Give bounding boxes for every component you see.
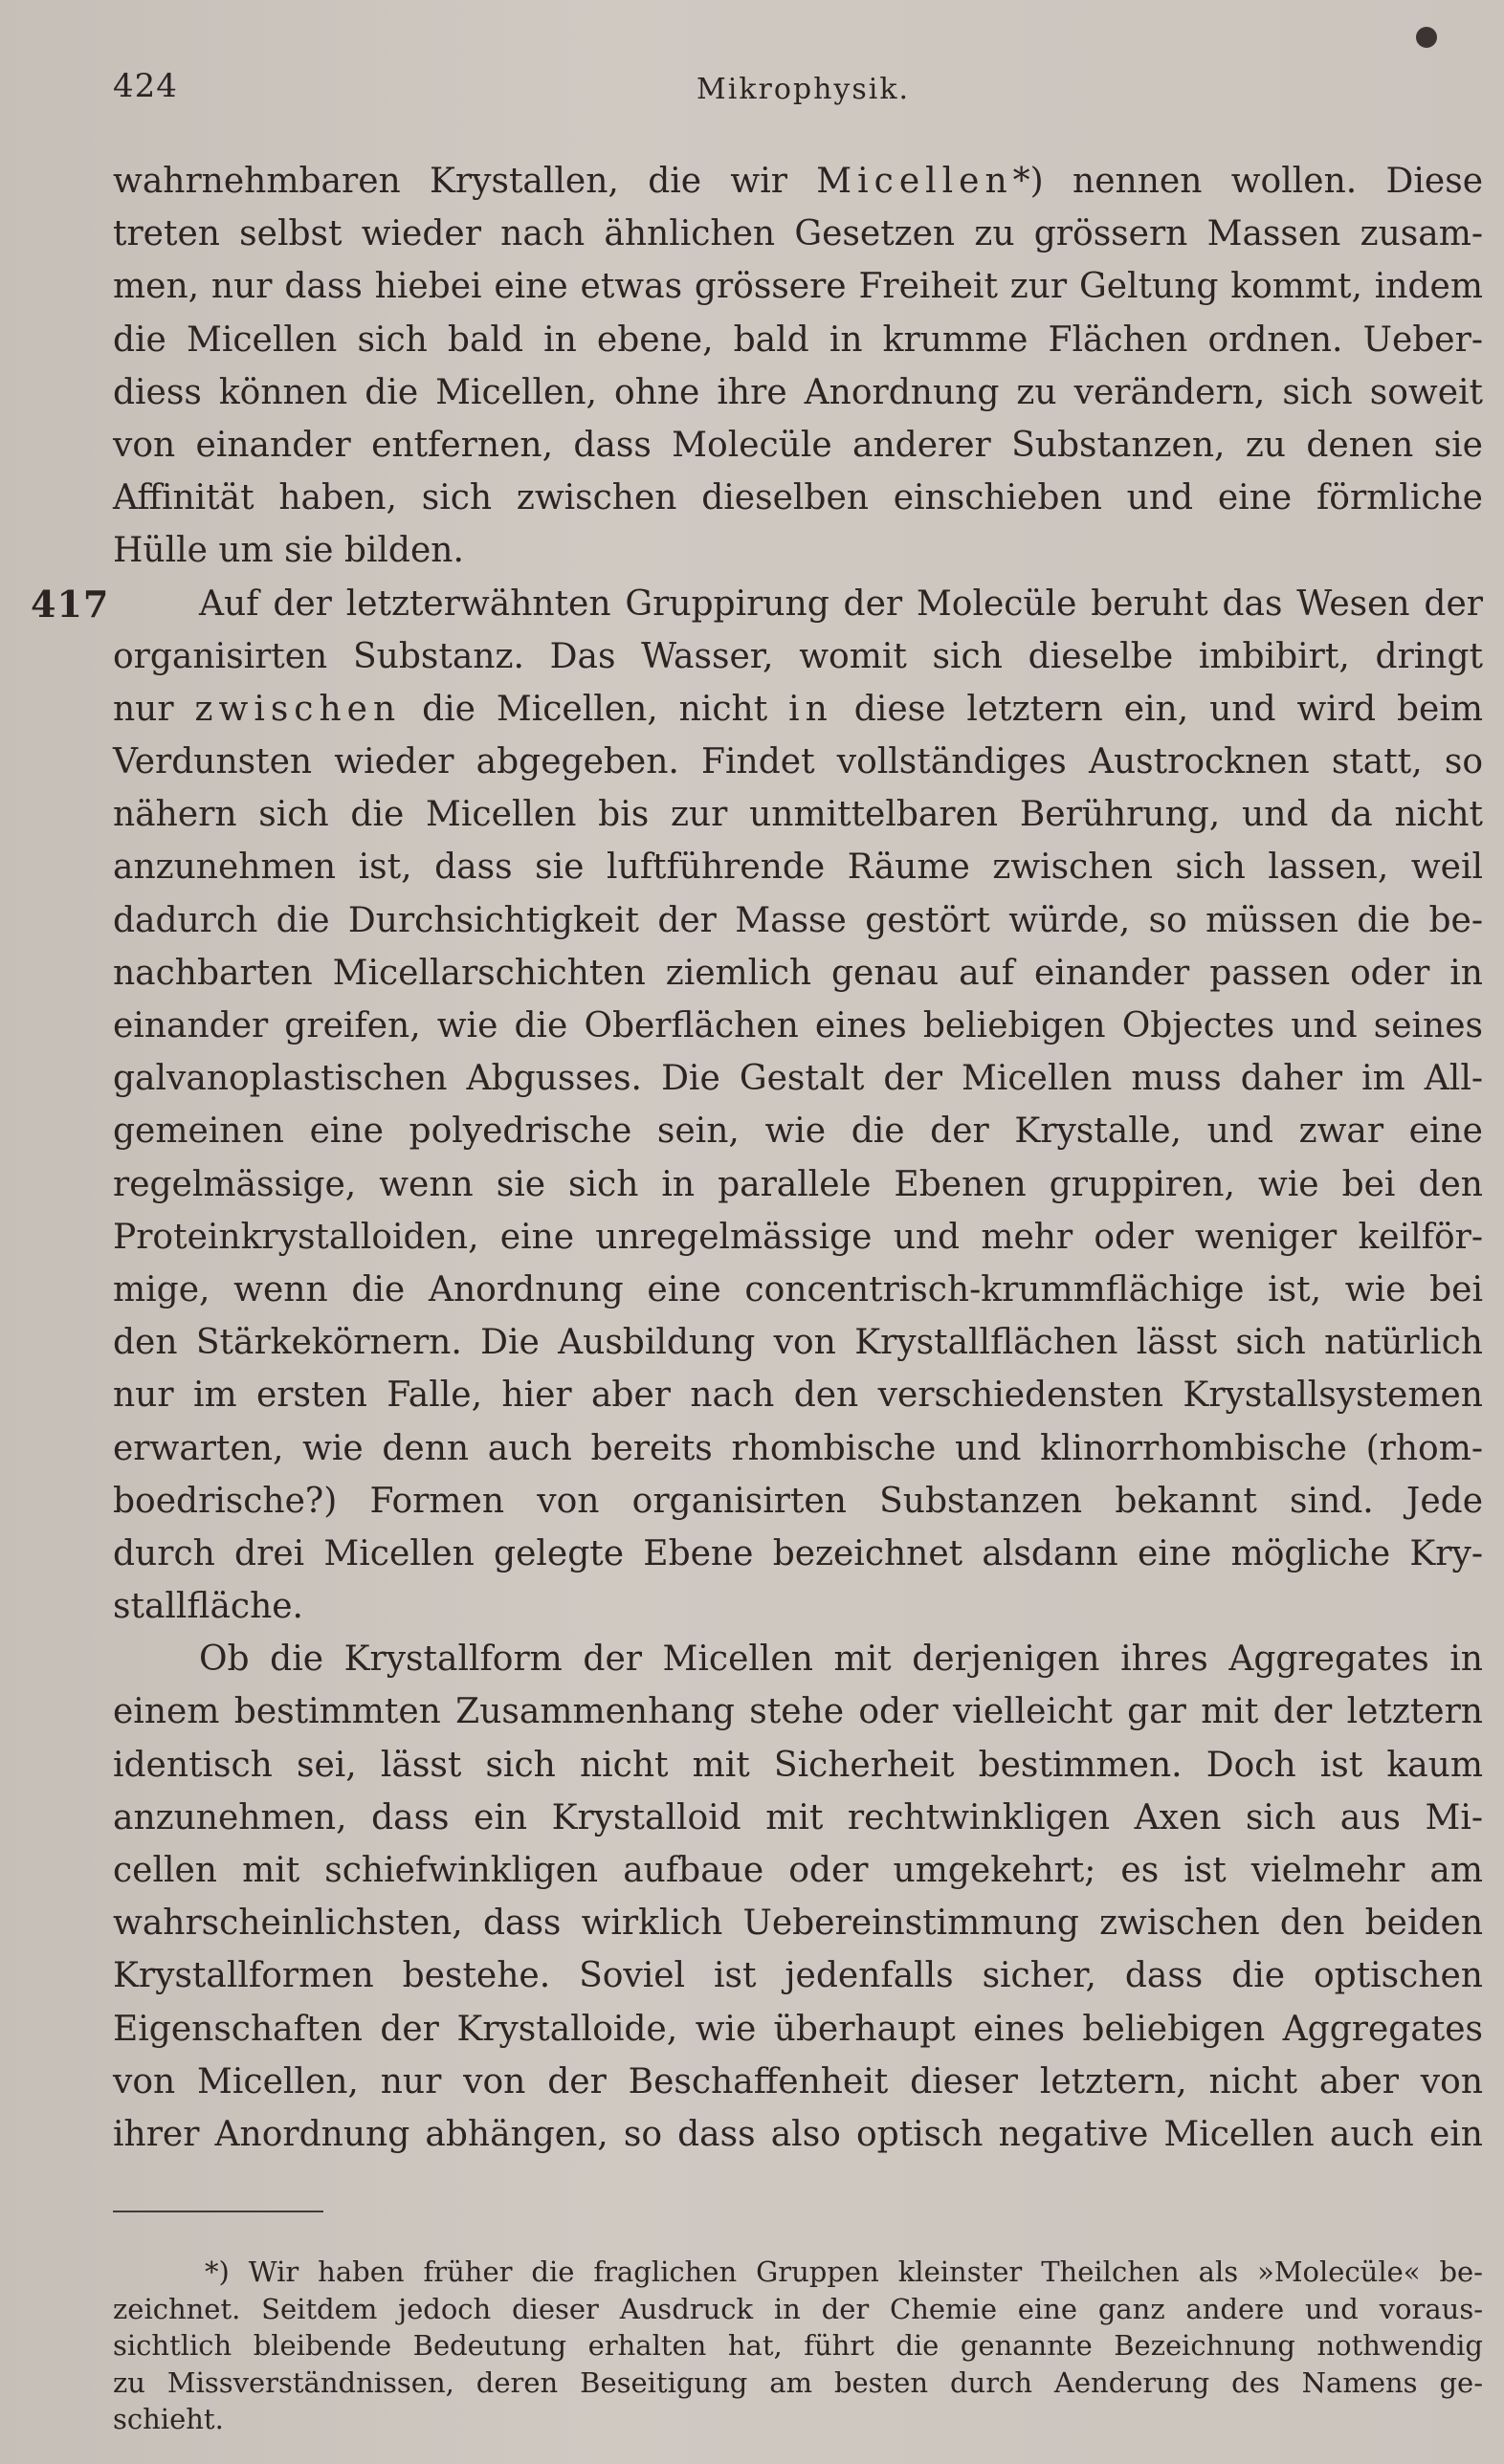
text-line: Verdunsten wieder abgegeben. Findet vollständiges Austrocknen statt, so — [113, 742, 1483, 782]
page-header — [113, 67, 1481, 115]
text-line: einem bestimmten Zusammenhang stehe oder vielleicht gar mit der letztern — [113, 1692, 1483, 1732]
text-line: einander greifen, wie die Oberflächen eines beliebigen Objectes und seines — [113, 1006, 1483, 1045]
body-text — [31, 155, 1484, 2161]
paragraph-start: Ob die Krystallform der Micellen mit derjenigen ihres Aggregates in — [199, 1639, 1483, 1680]
text-line: nachbarten Micellarschichten ziemlich genau auf einander passen oder in — [113, 953, 1483, 993]
text-line: den Stärkekörnern. Die Ausbildung von Krystallflächen lässt sich natürlich — [113, 1323, 1483, 1363]
text-line: erwarten, wie denn auch bereits rhombische und klinorrhombische (rhom- — [113, 1428, 1483, 1468]
paragraph-start-417: 417 Auf der letzterwähnten Gruppirung der Molecüle beruht das Wesen der — [113, 578, 1483, 630]
running-head: Mikrophysik. — [697, 73, 911, 106]
text-line: wahrscheinlichsten, dass wirklich Uebereinstimmung zwischen den beiden — [113, 1903, 1483, 1944]
text-line: anzunehmen, dass ein Krystalloid mit rechtwinkligen Axen sich aus Mi- — [113, 1797, 1483, 1837]
footnote-rule — [113, 2211, 323, 2212]
text-line: durch drei Micellen gelegte Ebene bezeichnet alsdann eine mögliche Kry- — [113, 1533, 1483, 1573]
text-line: identisch sei, lässt sich nicht mit Sicherheit bestimmen. Doch ist kaum — [113, 1745, 1483, 1785]
text-line: Affinität haben, sich zwischen dieselben einschieben und eine förmliche — [113, 478, 1483, 518]
footnote — [113, 2254, 1483, 2438]
emphasis: zwischen — [194, 689, 402, 729]
text-line: stallfläche. — [113, 1587, 304, 1627]
text-line: treten selbst wieder nach ähnlichen Gesetzen zu grössern Massen zusam- — [113, 214, 1483, 254]
text-line: gemeinen eine polyedrische sein, wie die der Krystalle, und zwar eine — [113, 1111, 1483, 1152]
text-line: Hülle um sie bilden. — [113, 531, 464, 571]
text-line: von Micellen, nur von der Beschaffenheit dieser letztern, nicht aber von — [113, 2061, 1483, 2101]
paragraph-number-417: 417 — [31, 582, 110, 626]
text-line: nur im ersten Falle, hier aber nach den verschiedensten Krystallsystemen — [113, 1375, 1483, 1416]
text-line: Krystallformen bestehe. Soviel ist jedenfalls sicher, dass die optischen — [113, 1956, 1483, 1996]
text-line: dadurch die Durchsichtigkeit der Masse gestört würde, so müssen die be- — [113, 900, 1483, 940]
text-line: nähern sich die Micellen bis zur unmittelbaren Berührung, und da nicht — [113, 795, 1483, 835]
text-line: von einander entfernen, dass Molecüle anderer Substanzen, zu denen sie — [113, 425, 1483, 465]
text-line: ihrer Anordnung abhängen, so dass also optisch negative Micellen auch ein — [113, 2114, 1483, 2154]
footnote-line: *) Wir haben früher die fraglichen Gruppen kleinster Theilchen als »Molecüle« be- — [205, 2255, 1483, 2288]
text-line: boedrische?) Formen von organisirten Substanzen bekannt sind. Jede — [113, 1481, 1483, 1521]
page-number: 424 — [113, 67, 178, 105]
text-line: men, nur dass hiebei eine etwas grössere Freiheit zur Geltung kommt, indem — [113, 267, 1483, 307]
footnote-line: sichtlich bleibende Bedeutung erhalten hat, führt die genannte Bezeichnung nothwendig — [113, 2329, 1483, 2362]
text-line: galvanoplastischen Abgusses. Die Gestalt der Micellen muss daher im All- — [113, 1059, 1483, 1099]
text-line: mige, wenn die Anordnung eine concentrisch-krummflächige ist, wie bei — [113, 1269, 1483, 1309]
emphasis: in — [788, 689, 833, 729]
text-line: nur zwischen die Micellen, nicht in diese letztern ein, und wird beim — [113, 689, 1483, 729]
footnote-line: schieht. — [113, 2403, 224, 2435]
text-line: anzunehmen ist, dass sie luftführende Räume zwischen sich lassen, weil — [113, 847, 1483, 888]
text-line: wahrnehmbaren Krystallen, die wir Micellen*) nennen wollen. Diese — [113, 162, 1484, 201]
text-line: organisirten Substanz. Das Wasser, womit sich dieselbe imbibirt, dringt — [113, 636, 1483, 676]
footnote-line: zeichnet. Seitdem jedoch dieser Ausdruck in der Chemie eine ganz andere und voraus- — [113, 2292, 1483, 2325]
emphasis: Micellen — [816, 162, 1013, 201]
text-line: Eigenschaften der Krystalloide, wie überhaupt eines beliebigen Aggregates — [113, 2009, 1483, 2049]
text-line: diess können die Micellen, ohne ihre Anordnung zu verändern, sich soweit — [113, 372, 1483, 412]
text-line: die Micellen sich bald in ebene, bald in krumme Flächen ordnen. Ueber- — [113, 319, 1483, 360]
ink-speck — [1416, 27, 1437, 48]
footnote-line: zu Missverständnissen, deren Beseitigung am besten durch Aenderung des Namens ge- — [113, 2365, 1483, 2399]
text-line: Proteinkrystalloiden, eine unregelmässige und mehr oder weniger keilför- — [113, 1217, 1483, 1257]
text-line: cellen mit schiefwinkligen aufbaue oder umgekehrt; es ist vielmehr am — [113, 1851, 1483, 1890]
text-line: regelmässige, wenn sie sich in parallele Ebenen gruppiren, wie bei den — [113, 1164, 1483, 1204]
